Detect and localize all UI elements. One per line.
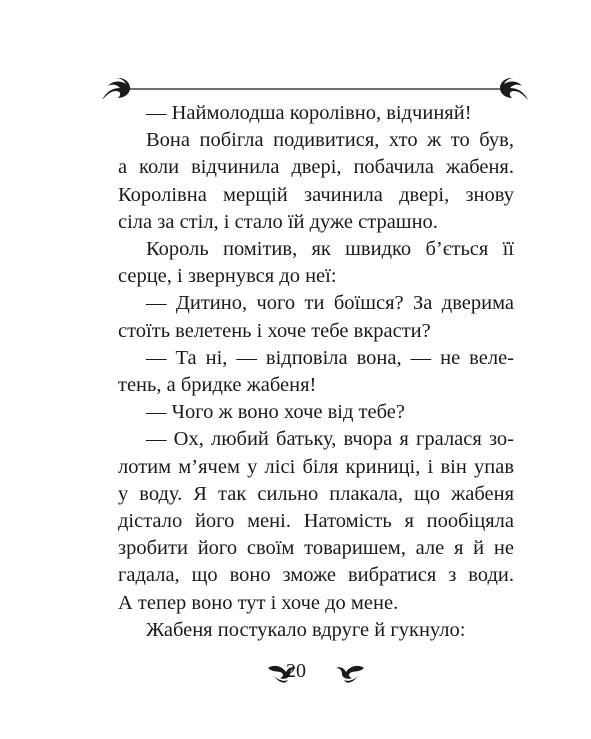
text-line: — Наймолодша королівно, відчиняй! (146, 102, 472, 124)
text-line: дістало його мені. Натомість я пообіцяла (118, 510, 514, 533)
text-line: серце, і звернувся до неї: (118, 265, 337, 288)
text-line: Король помітив, як швидко б’ється її (146, 238, 514, 261)
story-text (118, 100, 514, 644)
page-number: 20 (286, 660, 306, 682)
text-line: — Та ні, — відповіла вона, — не веле- (146, 346, 514, 369)
text-line: Королівна мерщій зачинила двері, знову (118, 183, 514, 206)
text-line: А тепер воно тут і хоче до мене. (118, 591, 399, 614)
right-footer-swirl-icon (336, 666, 364, 683)
text-line: лотим м’ячем у лісі біля криниці, і він упав (118, 455, 514, 478)
text-line: у воду. Я так сильно плакала, що жабеня (118, 482, 514, 505)
text-line: гадала, що воно зможе вибратися з води. (118, 564, 514, 587)
text-line: — Ох, любий батьку, вчора я гралася зо- (146, 428, 514, 451)
text-line: сіла за стіл, і стало їй дуже страшно. (118, 210, 438, 233)
text-line: тень, а бридке жабеня! (118, 374, 317, 397)
text-line: — Чого ж воно хоче від тебе? (146, 401, 405, 424)
left-dragon-ornament-icon (102, 78, 130, 100)
text-line: стоїть велетень і хоче тебе вкрасти? (118, 319, 431, 342)
text-line: — Дитино, чого ти боїшся? За дверима (146, 292, 514, 315)
right-dragon-ornament-icon (500, 78, 528, 100)
text-line: зробити його своїм товаришем, але я й не (118, 537, 514, 560)
text-line: а коли відчинила двері, побачила жабеня. (118, 156, 514, 179)
text-line: Жабеня постукало вдруге й гукнуло: (146, 618, 466, 641)
text-line: Вона побігла подивитися, хто ж то був, (146, 129, 514, 152)
